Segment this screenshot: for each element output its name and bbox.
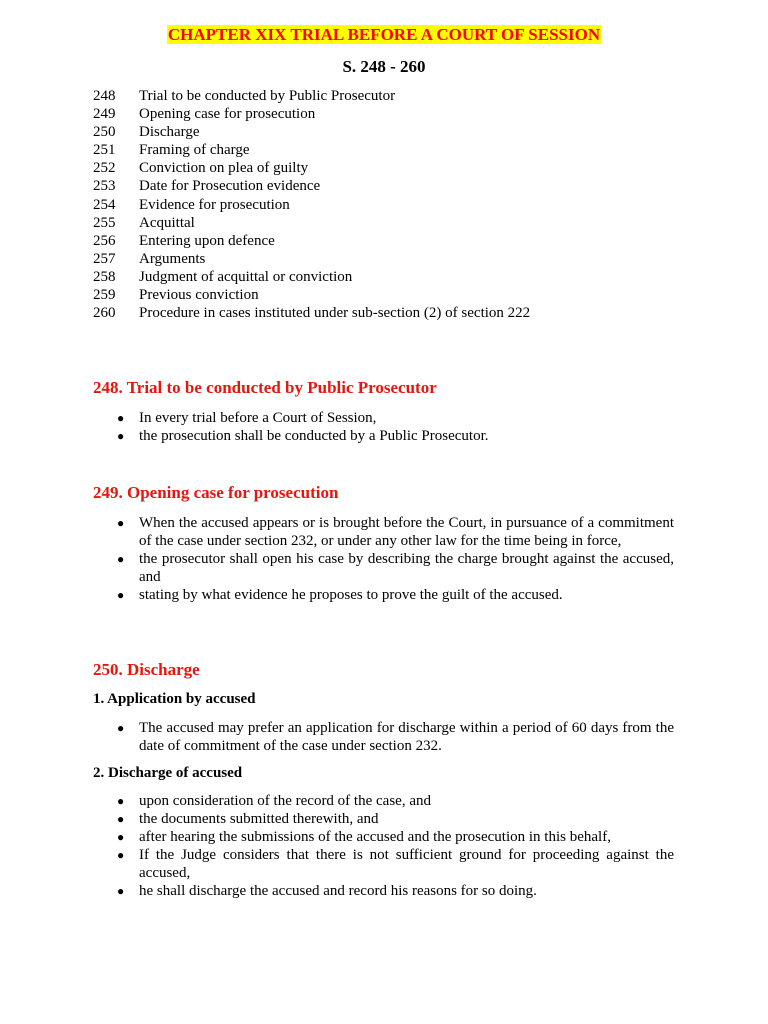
list-item	[93, 719, 674, 755]
list-item	[93, 550, 674, 586]
bullet-icon: ●	[117, 884, 125, 899]
list-item-text: stating by what evidence he proposes to prove the guilt of the accused.	[139, 587, 563, 604]
bullet-icon: ●	[117, 552, 125, 567]
toc-row	[93, 232, 693, 250]
toc-number: 257	[93, 250, 116, 267]
list-item-text: When the accused appears or is brought before the Court, in pursuance of a commitment of the case under section 232, or under any other law for the time being in force,	[139, 515, 674, 550]
toc-title: Trial to be conducted by Public Prosecutor	[139, 88, 396, 104]
toc-number: 250	[93, 124, 116, 141]
section-index	[93, 87, 693, 322]
toc-row	[93, 105, 693, 123]
list-item	[93, 792, 674, 810]
toc-title: Discharge	[139, 124, 200, 141]
section-248-list	[93, 409, 674, 445]
list-item	[93, 427, 674, 445]
list-item	[93, 828, 674, 846]
toc-title: Date for Prosecution evidence	[139, 178, 321, 195]
toc-row	[93, 250, 693, 268]
section-250-list-2	[93, 792, 674, 901]
list-item-text: upon consideration of the record of the case, and	[139, 793, 431, 809]
bullet-icon: ●	[117, 794, 125, 808]
toc-title: Procedure in cases instituted under sub-section (2) of section 222	[139, 305, 531, 322]
list-item-text: he shall discharge the accused and record his reasons for so doing.	[139, 883, 537, 900]
list-item	[93, 810, 674, 828]
toc-row	[93, 268, 693, 286]
toc-row	[93, 177, 693, 195]
list-item-text: the prosecution shall be conducted by a Public Prosecutor.	[139, 428, 489, 445]
bullet-icon: ●	[117, 848, 125, 863]
chapter-title-text: CHAPTER XIX TRIAL BEFORE A COURT OF SESSION	[167, 25, 601, 44]
toc-title: Framing of charge	[139, 142, 250, 159]
toc-title: Arguments	[139, 250, 206, 267]
list-item-text: In every trial before a Court of Session,	[139, 410, 377, 426]
toc-number: 249	[93, 106, 116, 123]
chapter-title	[0, 24, 768, 45]
bullet-icon: ●	[117, 411, 125, 425]
toc-number: 259	[93, 287, 116, 304]
bullet-icon: ●	[117, 588, 125, 603]
toc-row	[93, 304, 693, 322]
section-248-heading: 248. Trial to be conducted by Public Prosecutor	[93, 378, 437, 397]
toc-title: Judgment of acquittal or conviction	[139, 268, 353, 285]
list-item-text: the prosecutor shall open his case by describing the charge brought against the accused, and	[139, 551, 674, 586]
list-item-text: The accused may prefer an application for discharge within a period of 60 days from the date of commitment of the case under section 232.	[139, 720, 674, 755]
section-range: S. 248 - 260	[342, 57, 426, 76]
list-item-text: If the Judge considers that there is not sufficient ground for proceeding against the accused,	[139, 847, 674, 882]
toc-row	[93, 214, 693, 232]
bullet-icon: ●	[117, 812, 125, 827]
list-item	[93, 409, 674, 427]
bullet-icon: ●	[117, 516, 125, 530]
section-250-subheading-2: 2. Discharge of accused	[93, 765, 243, 781]
toc-row	[93, 123, 693, 141]
toc-number: 252	[93, 160, 116, 177]
list-item	[93, 586, 674, 604]
bullet-icon: ●	[117, 830, 125, 845]
bullet-icon: ●	[117, 429, 125, 444]
toc-title: Entering upon defence	[139, 232, 275, 249]
section-250-heading: 250. Discharge	[93, 660, 200, 679]
toc-row	[93, 141, 693, 159]
section-250-list-1	[93, 719, 674, 755]
list-item-text: after hearing the submissions of the accused and the prosecution in this behalf,	[139, 829, 611, 846]
toc-number: 254	[93, 196, 116, 213]
section-250-subheading-1: 1. Application by accused	[93, 691, 256, 707]
toc-title: Acquittal	[139, 214, 195, 231]
list-item	[93, 846, 674, 882]
toc-title: Previous conviction	[139, 287, 259, 304]
toc-title: Opening case for prosecution	[139, 106, 316, 123]
toc-row	[93, 196, 693, 214]
toc-row	[93, 159, 693, 177]
list-item	[93, 882, 674, 900]
toc-title: Conviction on plea of guilty	[139, 160, 309, 177]
toc-number: 253	[93, 178, 116, 195]
toc-row	[93, 286, 693, 304]
toc-number: 256	[93, 232, 116, 249]
list-item-text: the documents submitted therewith, and	[139, 811, 379, 828]
section-249-list	[93, 514, 674, 604]
list-item	[93, 514, 674, 550]
toc-number: 260	[93, 305, 116, 322]
toc-title: Evidence for prosecution	[139, 196, 290, 213]
toc-number: 248	[93, 88, 116, 104]
section-249-heading: 249. Opening case for prosecution	[93, 483, 339, 502]
toc-number: 258	[93, 268, 116, 285]
bullet-icon: ●	[117, 721, 125, 735]
toc-number: 251	[93, 142, 116, 159]
toc-row	[93, 87, 693, 105]
toc-number: 255	[93, 214, 116, 231]
